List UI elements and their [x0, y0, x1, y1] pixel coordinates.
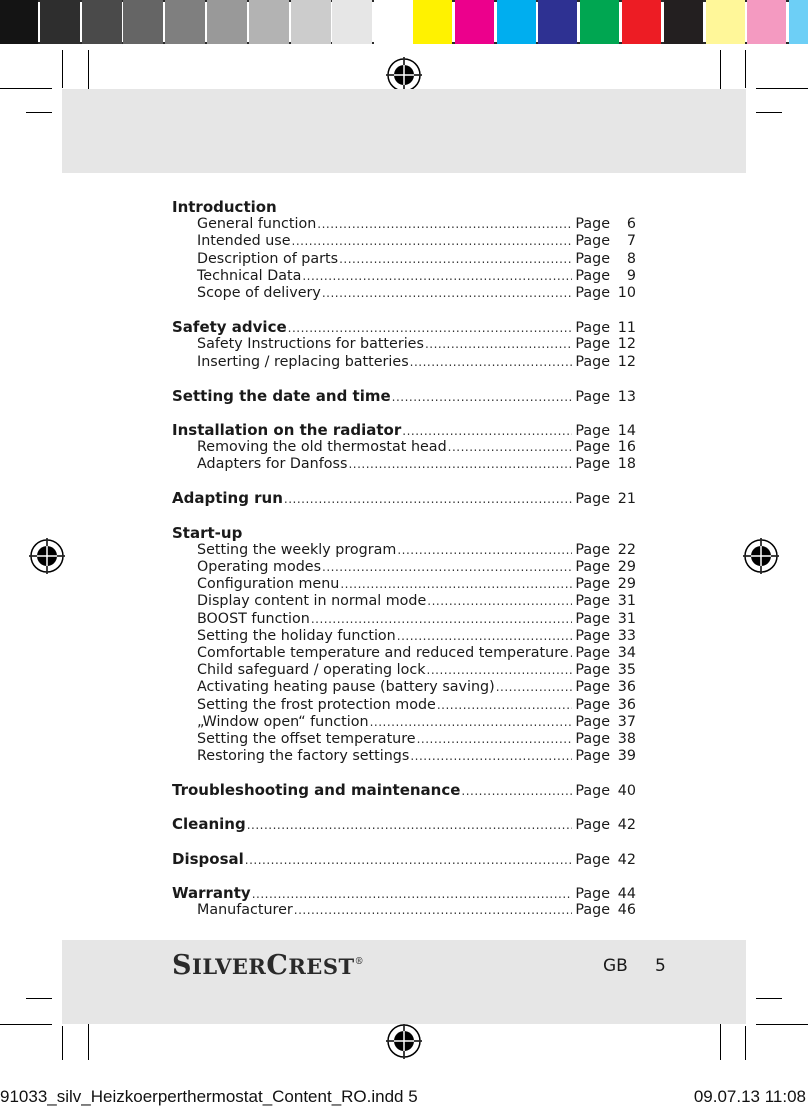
crop-mark — [756, 112, 782, 113]
gray-swatch — [82, 0, 122, 44]
toc-page-number: 38 — [617, 730, 636, 747]
toc-page-label: Page — [575, 320, 610, 337]
toc-entry — [172, 268, 636, 285]
toc-page-label: Page — [575, 576, 610, 593]
toc-entry — [172, 490, 636, 507]
crop-mark — [0, 88, 52, 89]
toc-entry — [172, 816, 636, 833]
footer-panel — [62, 940, 746, 1024]
toc-page-number: 31 — [617, 610, 636, 627]
toc-page-number: 8 — [626, 250, 636, 267]
toc-entry — [172, 388, 636, 405]
toc-entry — [172, 422, 636, 439]
dot-leader — [461, 783, 572, 800]
toc-entry-title: Intended use — [197, 233, 291, 250]
toc-entry-title: Child safeguard / operating lock — [197, 662, 426, 679]
dot-leader — [322, 285, 573, 302]
gray-swatch — [291, 0, 331, 44]
toc-page-number: 36 — [617, 679, 636, 696]
toc-page-label: Page — [575, 216, 610, 233]
dot-leader — [437, 697, 573, 714]
crop-mark — [756, 998, 782, 999]
toc-entry — [172, 354, 636, 371]
toc-page-label: Page — [575, 748, 610, 765]
toc-page-number: 40 — [617, 783, 636, 800]
toc-page-number: 34 — [617, 644, 636, 661]
toc-entry — [172, 611, 636, 628]
toc-entry-title: General function — [197, 216, 317, 233]
gray-swatch — [207, 0, 247, 44]
toc-entry-title: Description of parts — [197, 250, 339, 267]
toc-entry-title: Removing the old thermostat head — [197, 439, 447, 456]
dot-leader — [284, 491, 572, 508]
color-swatch — [789, 0, 808, 44]
toc-page-label: Page — [575, 902, 610, 918]
toc-entry-title: BOOST function — [197, 610, 310, 627]
dot-leader — [392, 389, 573, 406]
gray-swatch — [40, 0, 80, 44]
toc-page-number: 10 — [617, 284, 636, 301]
dot-leader — [427, 662, 573, 679]
crop-mark — [745, 1026, 746, 1060]
color-swatch — [747, 0, 786, 44]
dot-leader — [348, 456, 572, 473]
dot-leader — [340, 576, 572, 593]
crop-mark — [756, 88, 808, 89]
crop-mark — [62, 50, 63, 88]
toc-page-number: 21 — [617, 491, 636, 508]
toc-entry — [172, 456, 636, 473]
toc-entry — [172, 542, 636, 559]
toc-entry-title: Activating heating pause (battery saving) — [197, 679, 495, 696]
toc-entry-title: Setting the weekly program — [197, 541, 397, 558]
crop-mark — [0, 1024, 52, 1025]
toc-page-number: 7 — [626, 233, 636, 250]
toc-entry-title: Start-up — [172, 523, 243, 542]
dot-leader — [425, 336, 572, 353]
toc-page-label: Page — [575, 422, 610, 439]
color-swatch — [706, 0, 745, 44]
dot-leader — [302, 268, 572, 285]
toc-page-number: 13 — [617, 388, 636, 405]
toc-entry-title: Scope of delivery — [197, 284, 321, 301]
page-number: 5 — [655, 956, 666, 976]
logo-letters: ILVER — [192, 954, 267, 979]
toc-page-label: Page — [575, 696, 610, 713]
toc-page-number: 37 — [617, 713, 636, 730]
toc-page-number: 12 — [617, 353, 636, 370]
toc-entry — [172, 885, 636, 902]
toc-page-number: 6 — [626, 216, 636, 233]
toc-page-number: 29 — [617, 559, 636, 575]
toc-page-label: Page — [575, 593, 610, 610]
dot-leader — [410, 354, 573, 371]
toc-page-number: 39 — [617, 748, 636, 765]
dot-leader — [288, 320, 573, 337]
gray-swatch — [374, 0, 414, 44]
toc-entry-title: Comfortable temperature and reduced temperature — [197, 644, 569, 661]
dot-leader — [339, 251, 572, 268]
dot-leader — [292, 233, 573, 250]
toc-entry-title: Safety advice — [172, 318, 287, 337]
dot-leader — [294, 902, 573, 919]
toc-entry — [172, 714, 636, 731]
toc-entry — [172, 851, 636, 868]
toc-entry — [172, 336, 636, 353]
toc-page-label: Page — [575, 679, 610, 696]
toc-page-label: Page — [575, 662, 610, 679]
color-swatch — [622, 0, 661, 44]
header-panel — [62, 89, 746, 173]
toc-page-label: Page — [575, 713, 610, 730]
toc-entry-title: Setting the offset temperature — [197, 730, 416, 747]
dot-leader — [410, 748, 572, 765]
logo-letters: REST — [288, 954, 355, 979]
toc-entry-title: Troubleshooting and maintenance — [172, 781, 461, 800]
dot-leader — [252, 886, 573, 903]
color-swatch — [497, 0, 536, 44]
toc-entry-title: Configuration menu — [197, 576, 340, 593]
toc-page-label: Page — [575, 456, 610, 473]
dot-leader — [311, 611, 573, 628]
registered-mark: ® — [354, 957, 365, 967]
toc-entry — [172, 576, 636, 593]
gray-swatch — [332, 0, 372, 44]
color-calibration-bar — [0, 0, 808, 44]
toc-page-label: Page — [575, 610, 610, 627]
crop-mark — [756, 1024, 808, 1025]
toc-entry-title: Manufacturer — [197, 902, 293, 918]
toc-page-number: 22 — [617, 541, 636, 558]
toc-entry-title: Inserting / replacing batteries — [197, 353, 409, 370]
gray-swatch — [165, 0, 205, 44]
toc-entry — [172, 251, 636, 268]
toc-entry-title: Adapting run — [172, 489, 283, 508]
toc-page-number: 33 — [617, 627, 636, 644]
toc-entry-title: Setting the holiday function — [197, 627, 396, 644]
toc-entry — [172, 525, 636, 542]
toc-page-number: 44 — [617, 885, 636, 902]
toc-entry-title: Introduction — [172, 198, 277, 216]
toc-page-label: Page — [575, 559, 610, 575]
dot-leader — [317, 216, 572, 233]
dot-leader — [417, 731, 573, 748]
toc-entry — [172, 628, 636, 645]
language-code: GB — [603, 956, 628, 976]
toc-page-number: 9 — [626, 267, 636, 284]
toc-entry — [172, 216, 636, 233]
dot-leader — [322, 559, 572, 576]
dot-leader — [402, 423, 572, 440]
toc-entry-title: Warranty — [172, 883, 251, 902]
toc-page-label: Page — [575, 851, 610, 868]
crop-mark — [26, 998, 52, 999]
toc-page-label: Page — [575, 783, 610, 800]
toc-page-label: Page — [575, 439, 610, 456]
toc-page-number: 46 — [617, 902, 636, 918]
toc-entry — [172, 593, 636, 610]
toc-page-label: Page — [575, 353, 610, 370]
toc-entry — [172, 199, 636, 216]
toc-page-label: Page — [575, 336, 610, 353]
toc-page-number: 12 — [617, 336, 636, 353]
color-swatch — [538, 0, 577, 44]
crop-mark — [62, 1026, 63, 1060]
color-swatch — [455, 0, 494, 44]
dot-leader — [496, 679, 573, 696]
dot-leader — [245, 852, 573, 869]
gray-swatch — [249, 0, 289, 44]
toc-entry — [172, 748, 636, 765]
registration-mark-icon — [29, 538, 65, 574]
toc-page-number: 42 — [617, 817, 636, 834]
dot-leader — [247, 817, 573, 834]
toc-entry — [172, 439, 636, 456]
toc-page-number: 18 — [617, 456, 636, 473]
toc-page-number: 29 — [617, 576, 636, 593]
color-swatch — [580, 0, 619, 44]
gray-swatch — [0, 0, 38, 44]
toc-entry — [172, 662, 636, 679]
dot-leader — [397, 542, 572, 559]
toc-page-label: Page — [575, 284, 610, 301]
toc-entry-title: Restoring the factory settings — [197, 748, 410, 765]
crop-mark — [26, 112, 52, 113]
file-slug: 91033_silv_Heizkoerperthermostat_Content_RO.indd 5 — [0, 1087, 418, 1106]
toc-page-label: Page — [575, 233, 610, 250]
dot-leader — [370, 714, 573, 731]
color-swatch — [413, 0, 452, 44]
toc-entry-title: Safety Instructions for batteries — [197, 336, 424, 353]
toc-entry — [172, 782, 636, 799]
toc-entry-title: Operating modes — [197, 559, 322, 575]
toc-entry — [172, 233, 636, 250]
toc-page-label: Page — [575, 388, 610, 405]
toc-page-label: Page — [575, 627, 610, 644]
toc-page-number: 36 — [617, 696, 636, 713]
toc-page-label: Page — [575, 730, 610, 747]
toc-entry-title: „Window open“ function — [197, 713, 369, 730]
toc-entry-title: Technical Data — [197, 267, 302, 284]
registration-mark-icon — [743, 538, 779, 574]
date-time-slug: 09.07.13 11:08 — [693, 1087, 806, 1106]
toc-entry-title: Disposal — [172, 849, 244, 868]
toc-entry — [172, 319, 636, 336]
toc-entry — [172, 645, 636, 662]
toc-entry-title: Cleaning — [172, 815, 246, 834]
dot-leader — [448, 439, 573, 456]
toc-page-label: Page — [575, 250, 610, 267]
toc-entry — [172, 902, 636, 919]
color-swatch — [664, 0, 703, 44]
toc-page-number: 11 — [617, 320, 636, 337]
gray-swatch — [123, 0, 163, 44]
toc-entry-title: Setting the frost protection mode — [197, 696, 436, 713]
toc-entry — [172, 731, 636, 748]
silvercrest-logo — [172, 950, 364, 981]
dot-leader — [427, 593, 572, 610]
registration-mark-icon — [386, 57, 422, 93]
toc-entry-title: Setting the date and time — [172, 386, 391, 405]
table-of-contents — [172, 199, 636, 919]
toc-page-label: Page — [575, 885, 610, 902]
toc-entry — [172, 679, 636, 696]
toc-entry-title: Adapters for Danfoss — [197, 456, 348, 473]
toc-page-number: 16 — [617, 439, 636, 456]
toc-page-label: Page — [575, 491, 610, 508]
toc-page-number: 35 — [617, 662, 636, 679]
crop-mark — [745, 50, 746, 88]
toc-entry-title: Display content in normal mode — [197, 593, 427, 610]
toc-entry — [172, 559, 636, 576]
dot-leader — [570, 645, 573, 662]
toc-page-number: 42 — [617, 851, 636, 868]
toc-page-number: 14 — [617, 422, 636, 439]
toc-entry — [172, 697, 636, 714]
toc-page-number: 31 — [617, 593, 636, 610]
logo-letter: S — [172, 950, 192, 981]
toc-page-label: Page — [575, 267, 610, 284]
toc-page-label: Page — [575, 541, 610, 558]
dot-leader — [397, 628, 573, 645]
toc-entry-title: Installation on the radiator — [172, 420, 402, 439]
toc-page-label: Page — [575, 644, 610, 661]
toc-entry — [172, 285, 636, 302]
registration-mark-icon — [386, 1023, 422, 1059]
toc-page-label: Page — [575, 817, 610, 834]
logo-letter: C — [266, 950, 289, 981]
